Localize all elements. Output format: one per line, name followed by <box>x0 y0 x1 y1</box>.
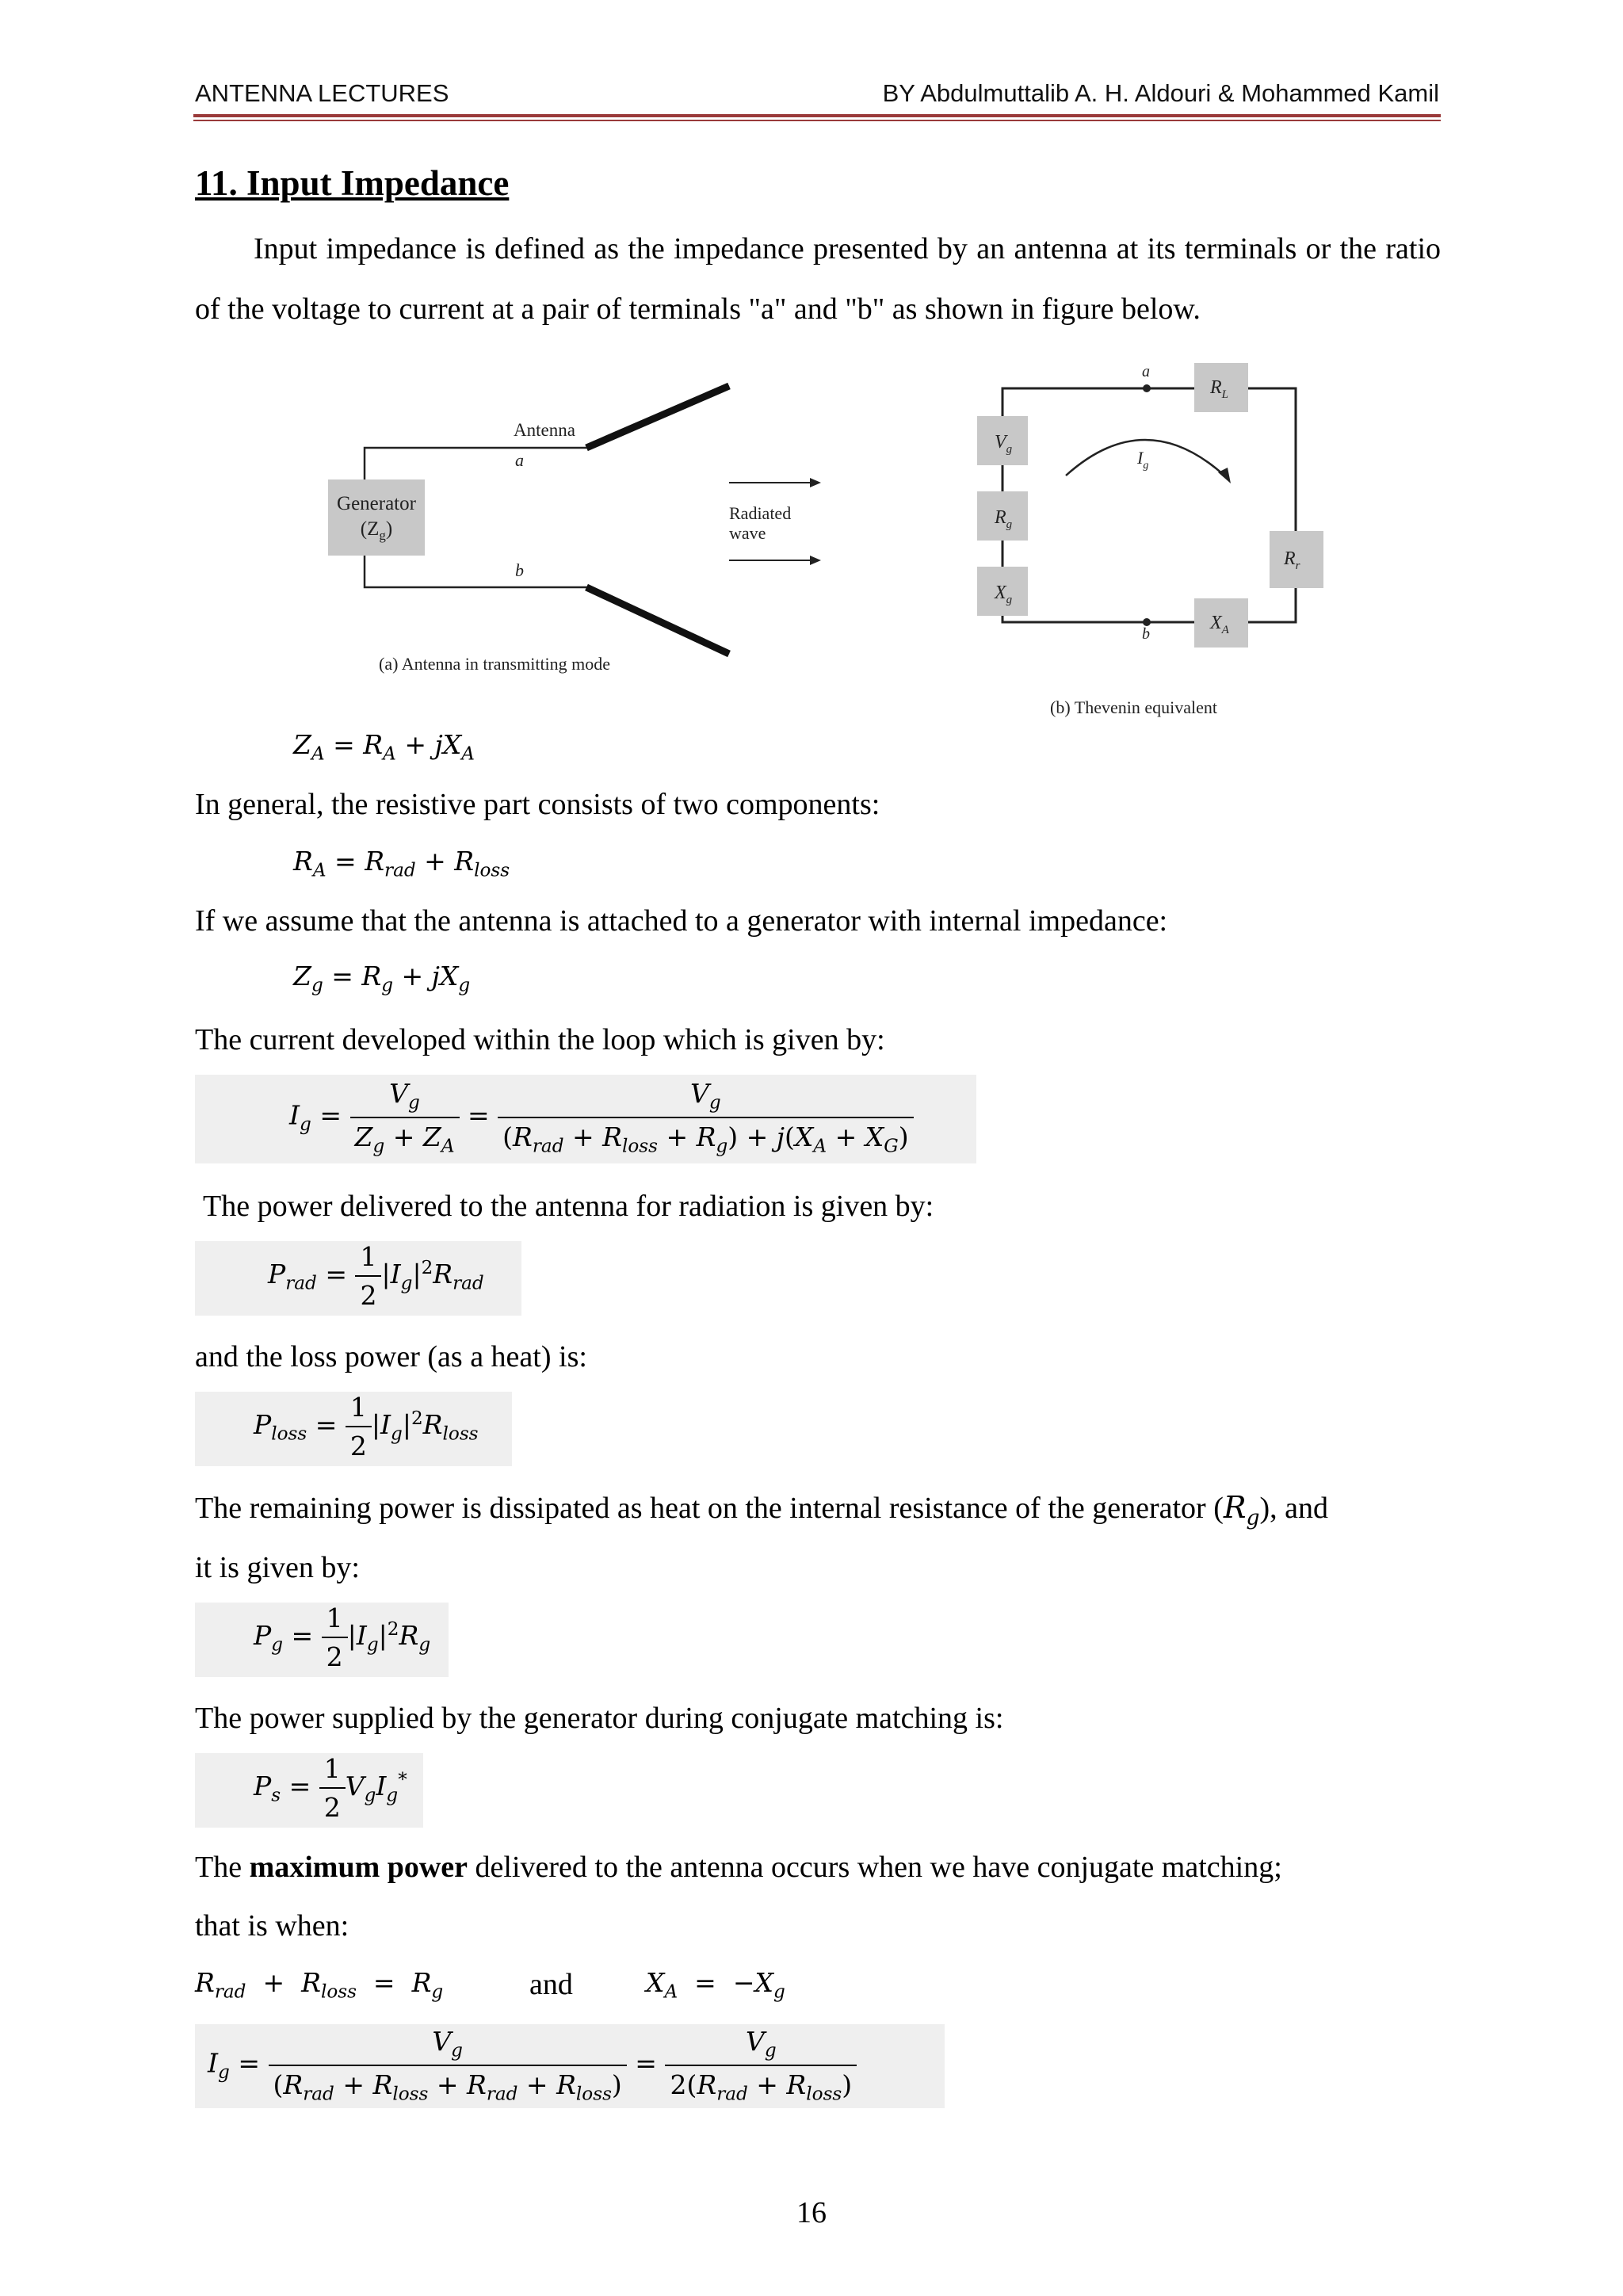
figure-transmitting-mode <box>317 361 856 693</box>
figure-a-caption: (a) Antenna in transmitting mode <box>379 654 611 674</box>
text-and: and <box>529 1968 573 2001</box>
section-title: 11. Input Impedance <box>195 163 510 203</box>
header-rule-thin <box>193 120 1441 121</box>
arrow-head <box>810 556 821 565</box>
header-left: ANTENNA LECTURES <box>195 79 449 107</box>
generator-impedance: $(Z_g)$ <box>360 518 393 543</box>
header-rule <box>193 114 1441 117</box>
eq-ps: $P_s$ = $\frac{1}{2}$ $V_gI_g^*$ <box>254 1753 407 1823</box>
eq-matching-r: $R_{rad} + R_{loss} = R_g$ <box>195 1967 444 2003</box>
vg-label: $V_g$ <box>995 432 1013 456</box>
figure-b-caption: (b) Thevenin equivalent <box>1050 697 1217 717</box>
ig-label: $I_g$ <box>1137 448 1149 472</box>
eq-ra: $R_A = R_{rad} + R_{loss}$ <box>293 846 510 881</box>
circuit-loop <box>1002 388 1296 622</box>
xa-label: $X_A$ <box>1210 613 1229 636</box>
header-right: BY Abdulmuttalib A. H. Aldouri & Mohammed Kamil <box>882 79 1439 107</box>
node-a-label: a <box>1142 363 1150 380</box>
xg-label: $X_g$ <box>995 583 1013 606</box>
figure-thevenin-equivalent <box>963 357 1343 729</box>
eq-zg: $Z_g = R_g + jX_g$ <box>293 961 471 996</box>
rl-label: $R_L$ <box>1210 377 1229 401</box>
eq-prad: $P_{rad}$ = $\frac{1}{2}$ $|I_g|^2R_{rad}$ <box>268 1241 484 1311</box>
text-power-rad: The power delivered to the antenna for radiation is given by: <box>203 1190 934 1223</box>
radiated-label-2: wave <box>729 523 766 543</box>
eq-ig-matched: $I_g$ = $\frac{V_g}{(R_{rad} + R_{loss} + R_{rad} + R_{loss})}$ = $\frac{V_g}{2(R_{rad} + R_{loss})}$ <box>208 2026 857 2104</box>
lower-feed-line <box>365 556 729 654</box>
current-arrow-head <box>1218 468 1231 483</box>
lower-flare <box>586 587 729 654</box>
text-that-is-when: that is when: <box>195 1909 349 1943</box>
generator-label: Generator <box>337 493 416 514</box>
eq-ploss: $P_{loss}$ = $\frac{1}{2}$ $|I_g|^2R_{loss}$ <box>254 1392 479 1461</box>
text-generator: If we assume that the antenna is attached to a generator with internal impedance: <box>195 904 1168 938</box>
arrow-head <box>810 478 821 487</box>
rg-label: $R_g$ <box>995 507 1013 531</box>
eq-matching-x: $X_A = -X_g$ <box>646 1967 785 2003</box>
eq-ig: $I_g$ = $\frac{V_g}{Z_g + Z_A}$ = $\frac{V_g}{(R_{rad} + R_{loss} + R_g) + j(X_A + X_G)}$ <box>289 1078 914 1156</box>
text-given-by: it is given by: <box>195 1551 360 1584</box>
rr-label: $R_r$ <box>1284 548 1300 572</box>
terminal-a: a <box>515 450 524 470</box>
text-maximum-power: The maximum power delivered to the antenna occurs when we have conjugate matching; <box>195 1851 1282 1884</box>
text-supplied: The power supplied by the generator during conjugate matching is: <box>195 1702 1004 1735</box>
text-resistive: In general, the resistive part consists of two components: <box>195 788 880 821</box>
eq-za: $Z_A = R_A + jX_A$ <box>293 729 475 765</box>
radiated-label-1: Radiated <box>729 503 792 523</box>
eq-pg: $P_g$ = $\frac{1}{2}$ $|I_g|^2R_g$ <box>254 1603 431 1672</box>
intro-paragraph: Input impedance is defined as the impedance presented by an antenna at its terminals or the ratio of the voltage to current at a pair of terminals "a" and "b" as shown in figure below. <box>195 232 1441 326</box>
page-number: 16 <box>796 2196 827 2229</box>
text-current: The current developed within the loop which is given by: <box>195 1023 885 1056</box>
node-a <box>1143 384 1151 392</box>
text-loss: and the loss power (as a heat) is: <box>195 1340 587 1373</box>
text-remaining: The remaining power is dissipated as heat on the internal resistance of the generator $(R_g)$, and <box>195 1490 1329 1530</box>
node-b-label: b <box>1142 625 1150 643</box>
upper-flare <box>586 386 729 448</box>
terminal-b: b <box>515 560 524 580</box>
generator-box <box>328 479 425 556</box>
antenna-label: Antenna <box>514 420 575 440</box>
